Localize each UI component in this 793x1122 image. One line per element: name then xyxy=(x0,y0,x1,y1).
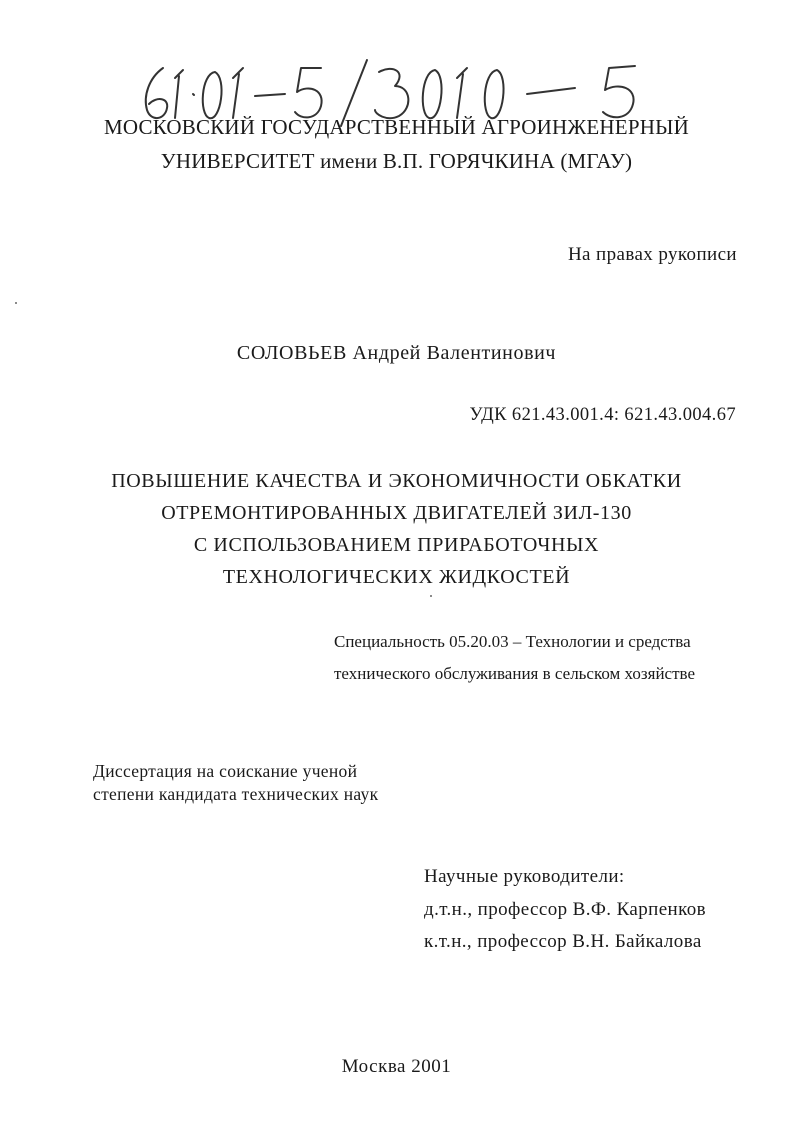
title-line-4: ТЕХНОЛОГИЧЕСКИХ ЖИДКОСТЕЙ xyxy=(222,566,571,588)
header-line-2 xyxy=(0,149,793,174)
header-university-name: В.П. ГОРЯЧКИНА (МГАУ) xyxy=(382,149,633,173)
title-line-3: С ИСПОЛЬЗОВАНИЕМ ПРИРАБОТОЧНЫХ xyxy=(193,534,600,556)
author-name: СОЛОВЬЕВ Андрей Валентинович xyxy=(236,342,557,364)
dissertation-line-2: степени кандидата технических наук xyxy=(93,784,379,804)
specialty-line-1: Специальность 05.20.03 – Технологии и средства xyxy=(334,632,691,651)
dissertation-line-1: Диссертация на соискание ученой xyxy=(93,761,358,781)
manuscript-rights: На правах рукописи xyxy=(567,244,737,265)
header-university-word: УНИВЕРСИТЕТ xyxy=(160,149,315,173)
supervisors-heading: Научные руководители: xyxy=(424,866,625,887)
title-line-2: ОТРЕМОНТИРОВАННЫХ ДВИГАТЕЛЕЙ ЗИЛ-130 xyxy=(161,502,632,524)
supervisor-2: к.т.н., профессор В.Н. Байкалова xyxy=(424,931,702,952)
scan-speck xyxy=(15,302,17,304)
title-line-1: ПОВЫШЕНИЕ КАЧЕСТВА И ЭКОНОМИЧНОСТИ ОБКАТКИ xyxy=(111,470,682,492)
udk-code: УДК 621.43.001.4: 621.43.004.67 xyxy=(469,405,736,425)
header-line-1: МОСКОВСКИЙ ГОСУДАРСТВЕННЫЙ АГРОИНЖЕНЕРНЫЙ xyxy=(104,115,689,139)
city-year: Москва 2001 xyxy=(341,1056,452,1077)
scan-speck xyxy=(430,595,432,597)
header-named-after: имени xyxy=(320,149,378,173)
supervisor-1: д.т.н., профессор В.Ф. Карпенков xyxy=(424,899,707,920)
specialty-line-2: технического обслуживания в сельском хозяйстве xyxy=(334,664,695,683)
